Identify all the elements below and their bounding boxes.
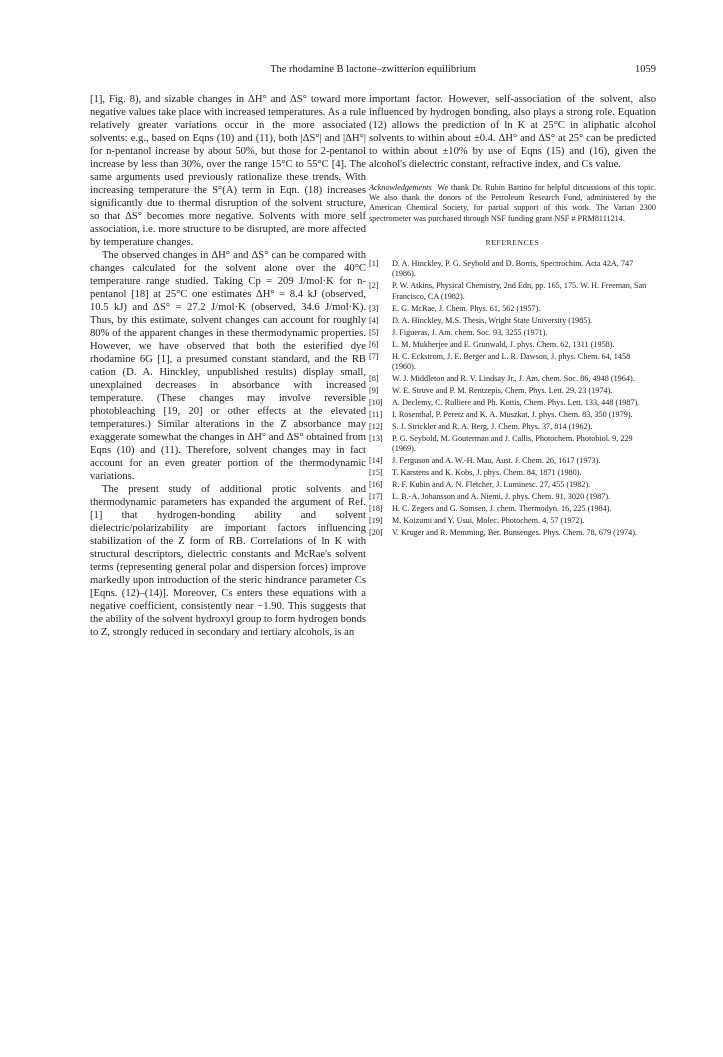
reference-number: [5] <box>369 327 379 337</box>
reference-text: H. C. Zegers and G. Somsen, J. chem. Thermodyn. 16, 225 (1984). <box>392 504 612 514</box>
reference-text: R. F. Kubin and A. N. Fletcher, J. Luminesc. 27, 455 (1982). <box>392 480 591 490</box>
reference-number: [4] <box>369 315 379 325</box>
reference-number: [11] <box>369 410 383 420</box>
reference-item <box>369 328 656 338</box>
left-column <box>90 93 366 639</box>
page-number: 1059 <box>635 64 656 75</box>
reference-item <box>369 374 656 384</box>
reference-text: M. Koizumi and Y. Usui, Molec. Photochem. 4, 57 (1972). <box>392 516 585 526</box>
reference-text: L. M. Mukherjee and E. Grunwald, J. phys. Chem. 62, 1311 (1958). <box>392 339 615 349</box>
reference-item <box>369 340 656 350</box>
reference-text: D. A. Hinckley, M.S. Thesis, Wright State University (1985). <box>392 315 593 325</box>
reference-item <box>369 504 656 514</box>
reference-item <box>369 398 656 408</box>
reference-text: T. Karstens and K. Kobs, J. phys. Chem. 84, 1871 (1980). <box>392 468 582 478</box>
reference-number: [17] <box>369 492 383 502</box>
reference-text: W. E. Struve and P. M. Rentzepis, Chem. Phys. Lett. 29, 23 (1974). <box>392 386 613 396</box>
running-title: The rhodamine B lactone–zwitterion equilibrium <box>270 64 476 75</box>
body-paragraph: important factor. However, self-association of the solvent, also influenced by hydrogen bonding, also plays a strong role. Equation (12) allows the prediction of ln K at 25°C in aliphatic alcohol solvents to within about ±0.4. ΔH° and ΔS° at 25° can be predicted to within about ±10% by use of Eqns (15) and (16), given the alcohol's dielectric constant, refractive index, and Cs value. <box>369 94 656 170</box>
reference-item <box>369 516 656 526</box>
reference-number: [7] <box>369 351 379 361</box>
body-paragraph: [1], Fig. 8), and sizable changes in ΔH° and ΔS° toward more negative values take place with increased temperatures. As a rule relatively greater variations occur in the more associated solvents: e.g., based on Eqns (10) and (11), both |ΔS°| and |ΔH°| for n-pentanol increase by about 50%, but those for 2-pentanol increase by less than 30%, over the range 15°C to 55°C [4]. The same arguments used previously rationalize these trends. With increasing temperature the S°(A) term in Eqn. (18) increases significantly due to thermal disruption of the solvent structure, so that ΔS° becomes more negative. Solvents with more self association, i.e. more structure to be disrupted, are more affected by temperature changes. <box>90 94 366 248</box>
body-paragraph: The observed changes in ΔH° and ΔS° can be compared with changes calculated for the solvent alone over the 40°C temperature range studied. Taking Cp = 209 J/mol·K for n-pentanol [18] at 25°C one estimates ΔH° = 8.4 kJ (observed, 10.5 kJ) and ΔS° = 27.2 J/mol·K (observed, 34.6 J/mol·K). Thus, by this estimate, solvent changes can account for roughly 80% of the apparent changes in these thermodynamic properties. However, we have observed that both the esterified dye rhodamine 6G [1], a presumed constant standard, and the RB cation (D. A. Hinckley, unpublished results) display small, unexplained decreases in absorbance with increased temperature. (These changes may involve reversible photobleaching [19, 20] or other effects at the elevated temperatures.) Similar alterations in the Z absorbance may exaggerate somewhat the changes in ΔH° and ΔS° obtained from Eqns (10) and (11). Therefore, solvent changes may in fact account for an even greater portion of the thermodynamic variations. <box>90 250 366 482</box>
reference-number: [15] <box>369 468 383 478</box>
reference-number: [13] <box>369 434 383 444</box>
reference-number: [18] <box>369 504 383 514</box>
reference-number: [6] <box>369 339 379 349</box>
reference-item <box>369 386 656 396</box>
right-column <box>369 93 656 540</box>
reference-text: D. A. Hinckley, P. G. Seybold and D. Borris, Spectrochim. Acta 42A, 747 (1986). <box>392 258 634 279</box>
reference-text: P. G. Seybold, M. Gouterman and J. Callis, Photochem. Photobiol. 9, 229 (1969). <box>392 434 633 454</box>
reference-item <box>369 316 656 326</box>
reference-number: [8] <box>369 374 379 384</box>
reference-number: [2] <box>369 281 379 291</box>
acknowledgements-label: Acknowledgements <box>369 183 432 192</box>
reference-item <box>369 304 656 314</box>
reference-item <box>369 434 656 455</box>
reference-text: L. B.-A. Johansson and A. Niemi, J. phys. Chem. 91, 3020 (1987). <box>392 492 611 502</box>
reference-item <box>369 528 656 538</box>
reference-text: V. Kruger and R. Memming, Ber. Bunsenges. Phys. Chem. 78, 679 (1974). <box>392 528 638 538</box>
reference-number: [16] <box>369 480 383 490</box>
running-header <box>90 64 656 78</box>
reference-text: J. Ferguson and A. W.-H. Mau, Aust. J. Chem. 26, 1617 (1973). <box>392 456 601 466</box>
reference-text: P. W. Atkins, Physical Chemistry, 2nd Edn, pp. 165, 175. W. H. Freeman, San Francisco, CA (1982). <box>392 281 647 301</box>
reference-text: I. Rosenthal, P. Peretz and K. A. Muszkat, J. phys. Chem. 83, 350 (1979). <box>392 410 633 420</box>
reference-item <box>369 492 656 502</box>
reference-text: H. C. Eckstrom, J. E. Berger and L. R. Dawson, J. phys. Chem. 64, 1458 (1960). <box>392 351 631 372</box>
reference-text: W. J. Middleton and R. V. Lindsay Jr., J. Am. chem. Soc. 86, 4948 (1964). <box>392 374 635 384</box>
reference-item <box>369 281 656 302</box>
reference-text: A. Declemy, C. Rulliere and Ph. Kottis, Chem. Phys. Lett. 133, 448 (1987). <box>392 398 640 408</box>
reference-number: [14] <box>369 456 383 466</box>
reference-item <box>369 456 656 466</box>
reference-text: E. G. McRae, J. Chem. Phys. 61, 562 (1957). <box>392 303 541 313</box>
reference-number: [10] <box>369 398 383 408</box>
reference-item <box>369 259 656 280</box>
reference-number: [9] <box>369 386 379 396</box>
acknowledgements-text: We thank Dr. Rubin Battino for helpful discussions of this topic. We also thank the donors of the Petroleum Research Fund, administered by the American Chemical Society, for partial support of this work. The Varian 2300 spectrometer was purchased through NSF funding grant NSF # PRM8111214. <box>369 183 656 223</box>
reference-text: J. Figueras, J. Am. chem. Soc. 93, 3255 (1971). <box>392 327 548 337</box>
reference-item <box>369 480 656 490</box>
reference-text: S. J. Strickler and R. A. Berg, J. Chem. Phys. 37, 814 (1962). <box>392 422 593 432</box>
reference-item <box>369 410 656 420</box>
reference-item <box>369 352 656 373</box>
references-heading: REFERENCES <box>485 237 540 247</box>
reference-item <box>369 468 656 478</box>
acknowledgements <box>369 183 656 224</box>
reference-number: [20] <box>369 528 383 538</box>
reference-number: [19] <box>369 516 383 526</box>
reference-number: [1] <box>369 258 379 268</box>
reference-item <box>369 422 656 432</box>
reference-number: [12] <box>369 422 383 432</box>
reference-list <box>369 259 656 539</box>
reference-number: [3] <box>369 303 379 313</box>
body-paragraph: The present study of additional protic solvents and thermodynamic parameters has expanded the argument of Ref. [1] that hydrogen-bonding ability and solvent dielectric/polarizability are important factors influencing stabilization of the Z form of RB. Correlations of ln K with structural descriptors, dielectric constants and McRae's solvent terms (representing general polar and dispersion forces) improve markedly upon introduction of the steric hindrance parameter Cs [Eqns. (12)–(14)]. Moreover, Cs enters these equations with a negative coefficient, consistently near −1.90. This suggests that the ability of the solvent hydroxyl group to form hydrogen bonds to Z, strongly reduced in secondary and tertiary alcohols, is an <box>90 484 366 638</box>
